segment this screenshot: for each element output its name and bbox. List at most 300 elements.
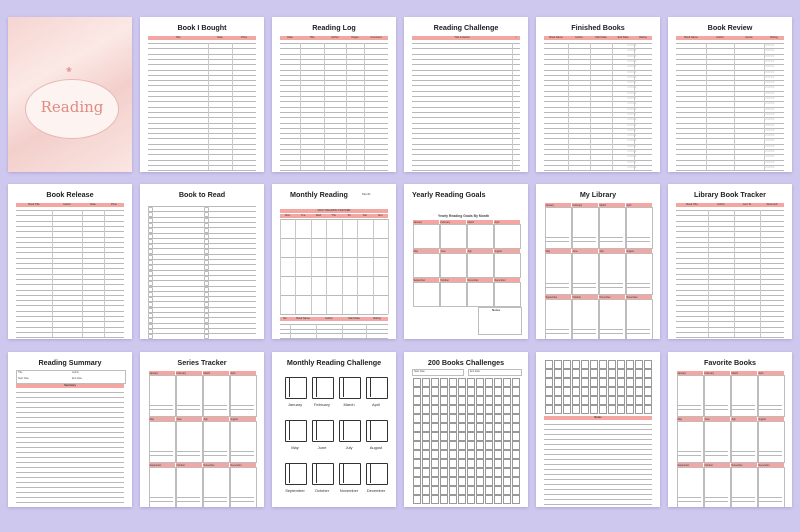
book-square[interactable] [563, 360, 571, 369]
book-square[interactable] [458, 378, 466, 387]
book-square[interactable] [581, 387, 589, 396]
book-square[interactable] [563, 378, 571, 387]
rule-line [280, 96, 388, 97]
book-square[interactable] [503, 450, 511, 459]
book-square[interactable] [458, 441, 466, 450]
book-square[interactable] [599, 387, 607, 396]
book-square[interactable] [458, 414, 466, 423]
book-square[interactable] [476, 459, 484, 468]
page-finished-books[interactable] [536, 17, 660, 172]
book-square[interactable] [431, 486, 439, 495]
book-square[interactable] [422, 414, 430, 423]
book-square[interactable] [476, 477, 484, 486]
book-square[interactable] [440, 414, 448, 423]
book-square[interactable] [440, 423, 448, 432]
book-square[interactable] [503, 486, 511, 495]
book-square[interactable] [467, 477, 475, 486]
book-square[interactable] [467, 459, 475, 468]
rule-line [16, 492, 124, 493]
book-square[interactable] [635, 369, 643, 378]
book-square[interactable] [440, 495, 448, 504]
book-square[interactable] [485, 477, 493, 486]
book-square[interactable] [572, 360, 580, 369]
book-square[interactable] [512, 450, 520, 459]
book-square[interactable] [413, 468, 421, 477]
rule-line [676, 321, 784, 322]
book-square[interactable] [554, 369, 562, 378]
book-square[interactable] [494, 495, 502, 504]
book-icon [366, 420, 388, 442]
book-square[interactable] [590, 369, 598, 378]
book-square[interactable] [431, 459, 439, 468]
entry-line [546, 333, 569, 334]
cover-title-oval [25, 79, 119, 139]
book-square[interactable] [458, 405, 466, 414]
book-square[interactable] [413, 378, 421, 387]
book-square[interactable] [449, 387, 457, 396]
book-square[interactable] [431, 396, 439, 405]
book-square[interactable] [467, 396, 475, 405]
book-square[interactable] [449, 450, 457, 459]
page-book-i-bought[interactable] [140, 17, 264, 172]
book-square[interactable] [422, 477, 430, 486]
book-square[interactable] [512, 405, 520, 414]
book-square[interactable] [485, 450, 493, 459]
book-square[interactable] [422, 441, 430, 450]
page-my-library[interactable] [536, 184, 660, 339]
book-square[interactable] [485, 495, 493, 504]
book-square[interactable] [431, 450, 439, 459]
book-square[interactable] [590, 378, 598, 387]
book-square[interactable] [476, 441, 484, 450]
book-square[interactable] [440, 405, 448, 414]
cover-page[interactable] [8, 17, 132, 172]
book-square[interactable] [503, 396, 511, 405]
book-square[interactable] [512, 441, 520, 450]
book-square[interactable] [485, 396, 493, 405]
book-square[interactable] [590, 396, 598, 405]
book-square[interactable] [581, 369, 589, 378]
book-square[interactable] [644, 369, 652, 378]
rating-stars: ☆☆☆☆☆ [627, 144, 637, 148]
book-square[interactable] [572, 405, 580, 414]
book-square[interactable] [644, 387, 652, 396]
grid-line [342, 219, 343, 314]
book-square[interactable] [413, 486, 421, 495]
book-square[interactable] [431, 387, 439, 396]
book-square[interactable] [599, 369, 607, 378]
page-200-books-challenges[interactable] [404, 352, 528, 507]
book-square[interactable] [476, 450, 484, 459]
book-square[interactable] [476, 396, 484, 405]
book-square[interactable] [431, 477, 439, 486]
book-square[interactable] [458, 459, 466, 468]
book-square[interactable] [494, 378, 502, 387]
book-square[interactable] [626, 360, 634, 369]
page-book-review[interactable] [668, 17, 792, 172]
book-square[interactable] [572, 396, 580, 405]
book-square[interactable] [485, 468, 493, 477]
book-square[interactable] [476, 432, 484, 441]
book-square[interactable] [440, 441, 448, 450]
book-square[interactable] [476, 405, 484, 414]
book-square[interactable] [494, 459, 502, 468]
book-square[interactable] [608, 396, 616, 405]
rule-line [676, 268, 784, 269]
page-series-tracker[interactable] [140, 352, 264, 507]
book-square[interactable] [512, 495, 520, 504]
book-square[interactable] [572, 378, 580, 387]
book-square[interactable] [476, 378, 484, 387]
book-square[interactable] [440, 486, 448, 495]
book-square[interactable] [494, 414, 502, 423]
book-square[interactable] [431, 378, 439, 387]
rule-line [676, 258, 784, 259]
book-square[interactable] [449, 396, 457, 405]
book-square[interactable] [440, 450, 448, 459]
book-square[interactable] [449, 414, 457, 423]
book-square[interactable] [599, 396, 607, 405]
book-square[interactable] [635, 387, 643, 396]
book-square[interactable] [458, 423, 466, 432]
page-reading-summary[interactable] [8, 352, 132, 507]
book-square[interactable] [503, 459, 511, 468]
rule-line [16, 412, 124, 413]
book-square[interactable] [635, 360, 643, 369]
page-reading-challenge[interactable] [404, 17, 528, 172]
book-square[interactable] [476, 495, 484, 504]
book-square[interactable] [458, 468, 466, 477]
rule-line [148, 128, 256, 129]
book-square[interactable] [644, 405, 652, 414]
book-square[interactable] [581, 360, 589, 369]
book-square[interactable] [503, 387, 511, 396]
book-square[interactable] [449, 432, 457, 441]
book-square[interactable] [458, 432, 466, 441]
book-square[interactable] [572, 387, 580, 396]
book-square[interactable] [494, 387, 502, 396]
book-square[interactable] [590, 360, 598, 369]
book-square[interactable] [431, 441, 439, 450]
book-square[interactable] [440, 387, 448, 396]
book-square[interactable] [512, 378, 520, 387]
book-square[interactable] [635, 396, 643, 405]
page-library-book-tracker[interactable] [668, 184, 792, 339]
entry-line [759, 497, 782, 498]
book-square[interactable] [599, 378, 607, 387]
book-square[interactable] [554, 360, 562, 369]
book-square[interactable] [494, 432, 502, 441]
book-square[interactable] [512, 414, 520, 423]
book-square[interactable] [554, 405, 562, 414]
book-square[interactable] [617, 396, 625, 405]
book-square[interactable] [608, 387, 616, 396]
book-square[interactable] [467, 378, 475, 387]
book-square[interactable] [644, 396, 652, 405]
book-square[interactable] [476, 468, 484, 477]
book-square[interactable] [503, 441, 511, 450]
book-square[interactable] [485, 378, 493, 387]
book-square[interactable] [503, 477, 511, 486]
book-square[interactable] [485, 423, 493, 432]
book-square[interactable] [413, 423, 421, 432]
book-square[interactable] [413, 414, 421, 423]
book-square[interactable] [494, 477, 502, 486]
book-square[interactable] [494, 423, 502, 432]
book-square[interactable] [512, 486, 520, 495]
rule-line [16, 258, 124, 259]
rule-line [676, 284, 784, 285]
book-square[interactable] [626, 369, 634, 378]
book-square[interactable] [440, 432, 448, 441]
book-square[interactable] [608, 360, 616, 369]
book-square[interactable] [467, 405, 475, 414]
page-notes-squares[interactable] [536, 352, 660, 507]
page-book-release[interactable] [8, 184, 132, 339]
field-end-date: End Date [72, 377, 82, 380]
rating-stars: ☆☆☆☆☆ [627, 123, 637, 127]
book-square[interactable] [422, 405, 430, 414]
book-square[interactable] [476, 387, 484, 396]
book-square[interactable] [545, 378, 553, 387]
book-square[interactable] [413, 441, 421, 450]
book-square[interactable] [431, 495, 439, 504]
book-square[interactable] [440, 396, 448, 405]
book-square[interactable] [635, 405, 643, 414]
rule-line [16, 442, 124, 443]
book-square[interactable] [572, 369, 580, 378]
book-square[interactable] [431, 414, 439, 423]
book-square[interactable] [554, 396, 562, 405]
rule-line [544, 170, 652, 171]
book-square[interactable] [449, 405, 457, 414]
page-book-to-read[interactable] [140, 184, 264, 339]
book-square[interactable] [494, 405, 502, 414]
book-square[interactable] [494, 450, 502, 459]
book-square[interactable] [644, 360, 652, 369]
book-square[interactable] [599, 405, 607, 414]
book-square[interactable] [599, 360, 607, 369]
book-square[interactable] [626, 396, 634, 405]
book-square[interactable] [449, 486, 457, 495]
rule-line [676, 242, 784, 243]
book-square[interactable] [485, 405, 493, 414]
rule-line [280, 165, 388, 166]
book-square[interactable] [467, 432, 475, 441]
book-square[interactable] [422, 432, 430, 441]
book-square[interactable] [581, 396, 589, 405]
book-square[interactable] [458, 387, 466, 396]
book-square[interactable] [467, 450, 475, 459]
book-square[interactable] [494, 468, 502, 477]
book-square[interactable] [635, 378, 643, 387]
book-square[interactable] [485, 432, 493, 441]
rating-stars: ☆☆☆☆☆ [627, 97, 637, 100]
book-square[interactable] [563, 396, 571, 405]
book-square[interactable] [617, 378, 625, 387]
grid-line [295, 219, 296, 314]
book-square[interactable] [413, 450, 421, 459]
book-square[interactable] [431, 432, 439, 441]
book-square[interactable] [545, 396, 553, 405]
book-square[interactable] [413, 387, 421, 396]
book-square[interactable] [494, 486, 502, 495]
book-square[interactable] [422, 423, 430, 432]
book-square[interactable] [545, 387, 553, 396]
entry-line [627, 333, 650, 334]
book-square[interactable] [554, 378, 562, 387]
book-square[interactable] [563, 369, 571, 378]
book-square[interactable] [626, 378, 634, 387]
book-square[interactable] [512, 387, 520, 396]
book-square[interactable] [440, 477, 448, 486]
book-square[interactable] [485, 387, 493, 396]
month-box [467, 282, 494, 307]
book-square[interactable] [617, 387, 625, 396]
book-square[interactable] [485, 459, 493, 468]
book-square[interactable] [485, 486, 493, 495]
book-square[interactable] [485, 414, 493, 423]
book-square[interactable] [617, 369, 625, 378]
book-square[interactable] [458, 495, 466, 504]
book-square[interactable] [512, 423, 520, 432]
book-square[interactable] [494, 396, 502, 405]
book-square[interactable] [503, 414, 511, 423]
month-label: February [704, 371, 715, 375]
rule-line [544, 469, 652, 470]
book-square[interactable] [608, 378, 616, 387]
book-square[interactable] [512, 459, 520, 468]
book-square[interactable] [413, 459, 421, 468]
book-square[interactable] [467, 486, 475, 495]
book-square[interactable] [590, 387, 598, 396]
book-square[interactable] [512, 477, 520, 486]
book-square[interactable] [422, 378, 430, 387]
book-square[interactable] [458, 396, 466, 405]
book-square[interactable] [431, 423, 439, 432]
book-square[interactable] [431, 405, 439, 414]
book-square[interactable] [467, 495, 475, 504]
book-square[interactable] [644, 378, 652, 387]
book-square[interactable] [422, 459, 430, 468]
book-square[interactable] [545, 369, 553, 378]
entry-line [627, 241, 650, 242]
book-square[interactable] [422, 387, 430, 396]
page-monthly-reading-challenge[interactable] [272, 352, 396, 507]
book-square[interactable] [503, 495, 511, 504]
book-square[interactable] [545, 405, 553, 414]
month-box [203, 375, 230, 417]
book-square[interactable] [485, 441, 493, 450]
month-box [413, 253, 440, 278]
book-square[interactable] [608, 369, 616, 378]
book-square[interactable] [449, 477, 457, 486]
book-square[interactable] [449, 468, 457, 477]
rule-line [676, 226, 784, 227]
book-square[interactable] [503, 378, 511, 387]
book-square[interactable] [458, 450, 466, 459]
book-square[interactable] [467, 468, 475, 477]
rule-line [544, 489, 652, 490]
page-monthly-reading[interactable] [272, 184, 396, 339]
rule-line [148, 117, 256, 118]
book-square[interactable] [449, 378, 457, 387]
rule-line [412, 96, 520, 97]
book-square[interactable] [512, 468, 520, 477]
book-square[interactable] [413, 432, 421, 441]
book-square[interactable] [476, 486, 484, 495]
book-square[interactable] [617, 405, 625, 414]
book-square[interactable] [512, 432, 520, 441]
rule-line [280, 43, 388, 44]
book-square[interactable] [581, 378, 589, 387]
book-square[interactable] [467, 441, 475, 450]
page-yearly-reading-goals[interactable] [404, 184, 528, 339]
book-square[interactable] [554, 387, 562, 396]
book-square[interactable] [503, 423, 511, 432]
book-square[interactable] [422, 396, 430, 405]
rule-line [412, 138, 520, 139]
book-square[interactable] [563, 387, 571, 396]
book-square[interactable] [503, 405, 511, 414]
page-favorite-books[interactable] [668, 352, 792, 507]
book-square[interactable] [440, 459, 448, 468]
book-square[interactable] [422, 450, 430, 459]
book-square[interactable] [422, 495, 430, 504]
book-square[interactable] [413, 495, 421, 504]
book-square[interactable] [590, 405, 598, 414]
page-reading-log[interactable] [272, 17, 396, 172]
book-square[interactable] [422, 468, 430, 477]
rule-line [280, 154, 388, 155]
book-square[interactable] [626, 387, 634, 396]
rule-line [676, 231, 784, 232]
book-square[interactable] [449, 423, 457, 432]
book-square[interactable] [467, 423, 475, 432]
book-square[interactable] [581, 405, 589, 414]
entry-line [150, 451, 173, 452]
book-square[interactable] [449, 495, 457, 504]
book-square[interactable] [476, 414, 484, 423]
month-label: March [203, 371, 211, 375]
book-square[interactable] [467, 387, 475, 396]
book-square[interactable] [440, 468, 448, 477]
book-square[interactable] [617, 360, 625, 369]
book-square[interactable] [413, 477, 421, 486]
book-square[interactable] [458, 486, 466, 495]
book-square[interactable] [563, 405, 571, 414]
book-square[interactable] [503, 432, 511, 441]
book-square[interactable] [476, 423, 484, 432]
book-square[interactable] [413, 396, 421, 405]
book-square[interactable] [608, 405, 616, 414]
book-square[interactable] [503, 468, 511, 477]
book-square[interactable] [626, 405, 634, 414]
rule-line [16, 462, 124, 463]
month-box [230, 421, 257, 463]
book-square[interactable] [413, 405, 421, 414]
book-square[interactable] [512, 396, 520, 405]
book-square[interactable] [431, 468, 439, 477]
book-square[interactable] [467, 414, 475, 423]
book-square[interactable] [440, 378, 448, 387]
book-square[interactable] [422, 486, 430, 495]
book-square[interactable] [449, 441, 457, 450]
book-square[interactable] [545, 360, 553, 369]
book-square[interactable] [494, 441, 502, 450]
book-square[interactable] [458, 477, 466, 486]
book-square[interactable] [449, 459, 457, 468]
